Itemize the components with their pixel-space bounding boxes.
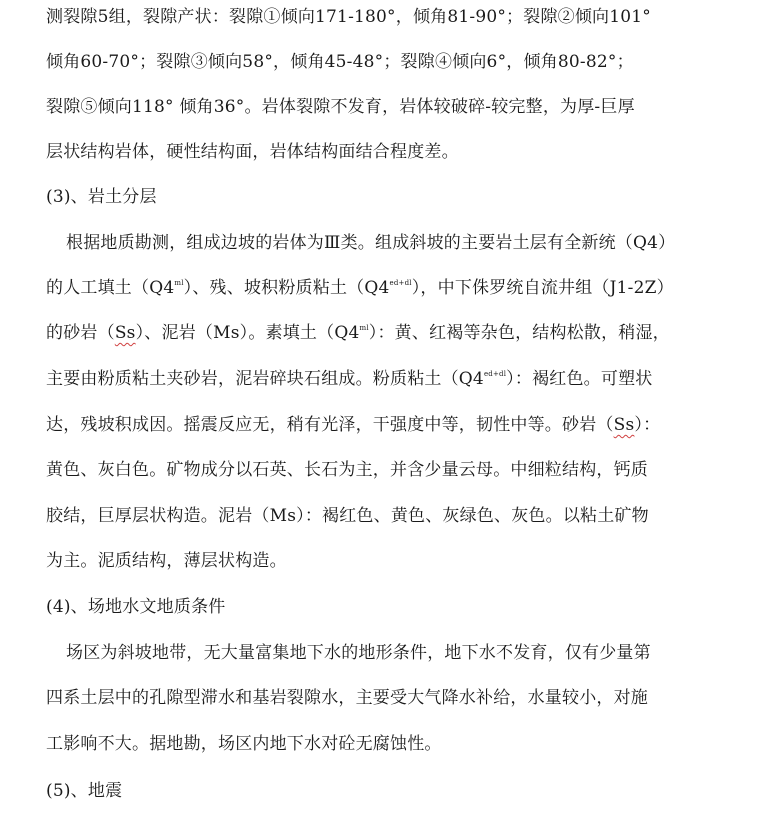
text-run: 主要由粉质粘土夹砂岩，泥岩碎块石组成。粉质粘土（Q4 <box>46 369 484 389</box>
superscript: ed+dl <box>483 370 507 378</box>
paragraph-line <box>46 410 766 440</box>
superscript: ed+dl <box>389 279 412 287</box>
text-line: 裂隙⑤倾向118° 倾角36°。岩体裂隙不发育，岩体较破碎-较完整，为厚-巨厚 <box>46 97 635 117</box>
paragraph-line: 为主。泥质结构，薄层状构造。 <box>46 551 287 571</box>
paragraph-line: 根据地质勘测，组成边坡的岩体为Ⅲ类。组成斜坡的主要岩土层有全新统（Q4） <box>66 233 676 253</box>
section-heading-3: (3)、岩土分层 <box>46 187 157 207</box>
text-run: ）、残、坡积粉质粘土（Q4 <box>183 278 390 298</box>
spellcheck-word: Ss <box>613 415 635 435</box>
text-run: ）：褐红色。可塑状 <box>506 369 653 389</box>
text-line: 层状结构岩体，硬性结构面，岩体结构面结合程度差。 <box>46 142 459 162</box>
text-run: ）： <box>634 415 661 435</box>
text-run: ）、泥岩（Ms）。素填土（Q4 <box>135 323 360 343</box>
paragraph-line: 四系土层中的孔隙型滞水和基岩裂隙水，主要受大气降水补给，水量较小，对施 <box>46 688 648 708</box>
section-heading-4: (4)、场地水文地质条件 <box>46 597 226 617</box>
section-heading-5: (5)、地震 <box>46 781 123 801</box>
text-run: ）：黄、红褐等杂色，结构松散，稍湿， <box>368 323 670 343</box>
superscript: ml <box>174 279 184 287</box>
paragraph-line: 场区为斜坡地带，无大量富集地下水的地形条件，地下水不发育，仅有少量第 <box>66 643 651 663</box>
text-line: 倾角60-70°；裂隙③倾向58°，倾角45-48°；裂隙④倾向6°，倾角80-82°； <box>46 52 634 72</box>
text-run: ），中下侏罗统自流井组（J1-2Z） <box>411 278 674 298</box>
text-line: 测裂隙5组，裂隙产状：裂隙①倾向171-180°，倾角81-90°；裂隙②倾向101° <box>46 7 652 27</box>
paragraph-line <box>46 364 766 394</box>
paragraph-line <box>46 318 766 348</box>
paragraph-line: 工影响不大。据地勘，场区内地下水对砼无腐蚀性。 <box>46 734 442 754</box>
spellcheck-word: Ss <box>114 323 136 343</box>
text-run: 达，残坡积成因。摇震反应无，稍有光泽，干强度中等，韧性中等。砂岩（ <box>46 415 614 435</box>
paragraph-line: 黄色、灰白色。矿物成分以石英、长石为主，并含少量云母。中细粒结构，钙质 <box>46 460 648 480</box>
text-run: 的砂岩（ <box>46 323 115 343</box>
text-run: 的人工填土（Q4 <box>46 278 175 298</box>
superscript: ml <box>359 324 369 332</box>
paragraph-line <box>46 273 766 303</box>
paragraph-line: 胶结，巨厚层状构造。泥岩（Ms）：褐红色、黄色、灰绿色、灰色。以粘土矿物 <box>46 506 649 526</box>
